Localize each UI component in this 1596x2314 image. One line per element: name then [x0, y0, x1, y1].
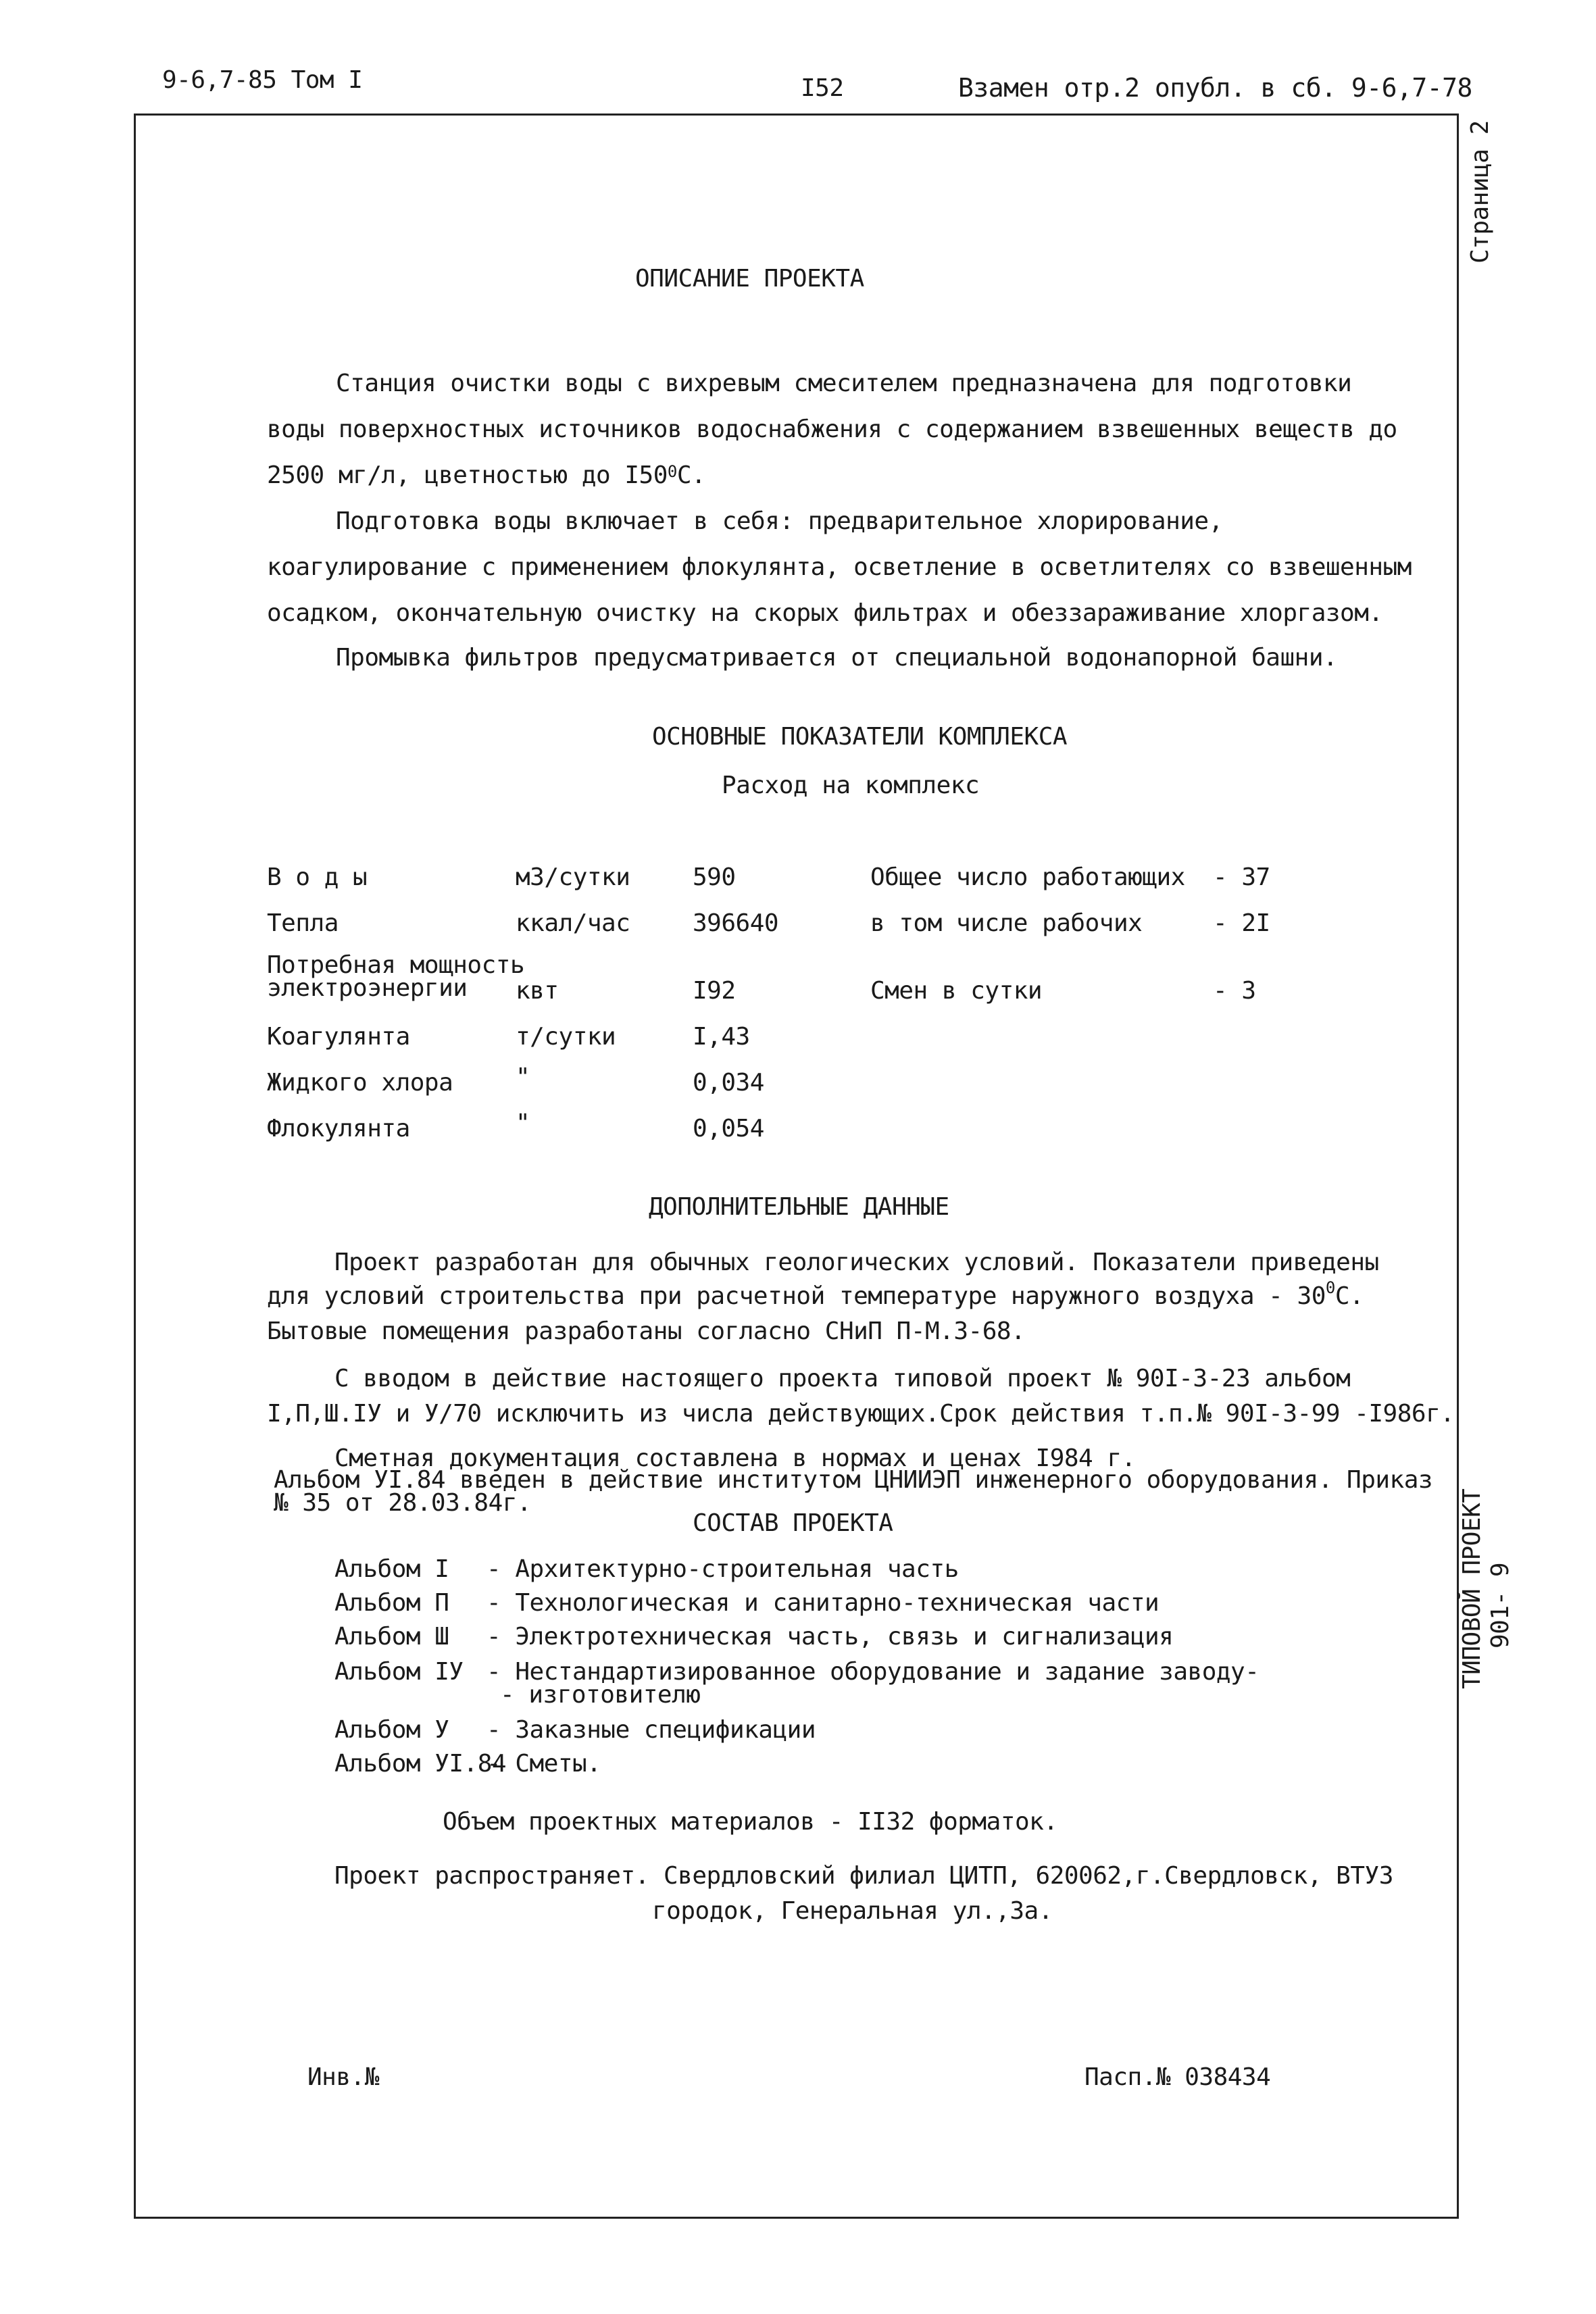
staff-value: - 3 [1213, 977, 1256, 1005]
indicator-unit: " [516, 1109, 530, 1137]
indicators-subtitle: Расход на комплекс [722, 772, 980, 799]
staff-value: - 37 [1213, 863, 1270, 891]
additional-line: I,П,Ш.IУ и У/70 исключить из числа действующих.Срок действия т.п.№ 90I-3-99 -I986г. [267, 1400, 1455, 1428]
description-paragraph-1 [267, 361, 1416, 499]
album-description: - Технологическая и санитарно-техническая части [487, 1589, 1159, 1617]
album-name: Альбом IУ [334, 1658, 464, 1686]
album-description-cont: - изготовителю [500, 1681, 701, 1709]
additional-line: Альбом УI.84 введен в действие институтом ЦНИИЭП инженерного оборудования. Приказ [274, 1466, 1433, 1494]
album-name: Альбом Ш [334, 1623, 449, 1651]
additional-line-end: С. [1335, 1282, 1364, 1310]
album-description: - Сметы. [487, 1750, 601, 1778]
indicator-value: I92 [693, 977, 736, 1005]
indicator-value: I,43 [693, 1023, 750, 1051]
indicator-unit: ккал/час [516, 909, 630, 937]
indicator-name: Тепла [267, 909, 339, 937]
album-description: - Электротехническая часть, связь и сигнализация [487, 1623, 1174, 1651]
indicator-unit: " [516, 1063, 530, 1091]
indicator-name: Флокулянта [267, 1115, 410, 1142]
distributor-line: Проект распространяет. Свердловский филиал ЦИТП, 620062,г.Свердловск, ВТУЗ [334, 1862, 1393, 1890]
inventory-number: Инв.№ [307, 2063, 379, 2091]
album-name: Альбом I [334, 1555, 449, 1583]
section-title-additional: ДОПОЛНИТЕЛЬНЫЕ ДАННЫЕ [649, 1193, 949, 1221]
description-paragraph-1-end: С. [676, 461, 706, 489]
degree-sup: 0 [1325, 1278, 1335, 1297]
album-description: - Архитектурно-строительная часть [487, 1555, 959, 1583]
indicator-name: Потребная мощность [267, 951, 525, 979]
side-page-label: Страница 2 [1466, 120, 1494, 263]
side-project-label: ТИПОВОЙ ПРОЕКТ [1458, 1488, 1486, 1689]
degree-sup: 0 [667, 462, 677, 481]
distributor-line-cont: городок, Генеральная ул.,3а. [652, 1897, 1053, 1925]
description-paragraph-3: Промывка фильтров предусматривается от специальной водонапорной башни. [336, 644, 1338, 672]
additional-line: С вводом в действие настоящего проекта типовой проект № 90I-3-23 альбом [334, 1365, 1351, 1392]
indicator-name: Жидкого хлора [267, 1069, 453, 1097]
album-name: Альбом У [334, 1716, 449, 1744]
indicator-name: Коагулянта [267, 1023, 410, 1051]
indicator-unit: квт [516, 977, 559, 1005]
side-project-number: 901- 9 [1487, 1562, 1514, 1649]
additional-line-text: для условий строительства при расчетной температуре наружного воздуха - 30 [267, 1282, 1326, 1310]
indicator-value: 590 [693, 863, 736, 891]
album-name: Альбом П [334, 1589, 449, 1617]
passport-number: Пасп.№ 038434 [1084, 2063, 1271, 2091]
additional-line: Проект разработан для обычных геологических условий. Показатели приведены [334, 1249, 1379, 1276]
header-page-number: I52 [801, 74, 844, 102]
indicator-name: В о д ы [267, 863, 368, 891]
additional-line [267, 1278, 1364, 1310]
section-title-indicators: ОСНОВНЫЕ ПОКАЗАТЕЛИ КОМПЛЕКСА [652, 723, 1068, 751]
staff-label: Смен в сутки [870, 977, 1043, 1005]
additional-line: № 35 от 28.03.84г. [274, 1489, 532, 1517]
header-replacement-note: Взамен отр.2 опубл. в сб. 9-6,7-78 [958, 73, 1472, 103]
description-paragraph-1-text: Станция очистки воды с вихревым смесителем предназначена для подготовки воды поверхностных источников водоснабжения с содержанием взвешенных веществ до 2500 мг/л, цветностью до I50 [267, 370, 1397, 489]
album-description: - Заказные спецификации [487, 1716, 816, 1744]
indicator-unit: т/сутки [516, 1023, 616, 1051]
staff-value: - 2I [1213, 909, 1270, 937]
indicator-value: 0,054 [693, 1115, 764, 1142]
staff-label: в том числе рабочих [870, 909, 1143, 937]
additional-line: Сметная документация составлена в нормах и ценах I984 г. [334, 1444, 1136, 1472]
additional-line: Бытовые помещения разработаны согласно СНиП П-М.3-68. [267, 1317, 1026, 1345]
indicator-unit: м3/сутки [516, 863, 630, 891]
indicator-value: 396640 [693, 909, 779, 937]
album-description: - Нестандартизированное оборудование и задание заводу- [487, 1658, 1260, 1686]
description-paragraph-2: Подготовка воды включает в себя: предварительное хлорирование, коагулирование с применением флокулянта, осветление в осветлителях со взвешенным осадком, окончательную очистку на скорых фильтрах и обеззараживание хлоргазом. [267, 507, 1412, 627]
volume-line: Объем проектных материалов - II32 форматок. [443, 1808, 1058, 1836]
section-title-description: ОПИСАНИЕ ПРОЕКТА [635, 265, 864, 293]
staff-label: Общее число работающих [870, 863, 1185, 891]
indicator-name-cont: электроэнергии [267, 974, 468, 1002]
header-doc-code: 9-6,7-85 Том I [162, 66, 363, 94]
album-name: Альбом УI.84 [334, 1750, 507, 1778]
section-title-composition: СОСТАВ ПРОЕКТА [693, 1509, 893, 1537]
indicator-value: 0,034 [693, 1069, 764, 1097]
